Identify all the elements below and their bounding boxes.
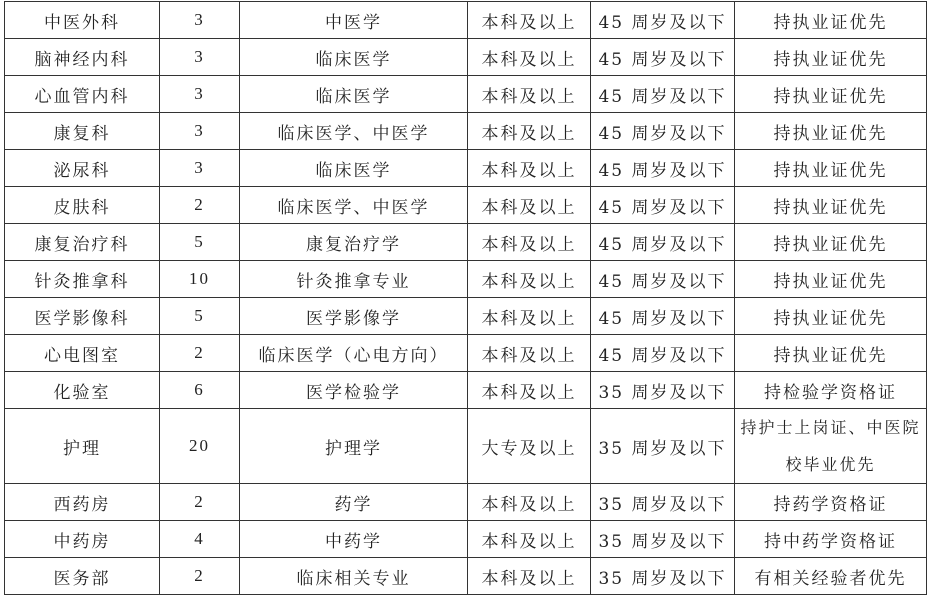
dept-cell: 中药房 [5, 521, 160, 558]
count-cell: 5 [160, 224, 240, 261]
requirement-cell: 持中药学资格证 [735, 521, 927, 558]
education-cell: 本科及以上 [468, 150, 591, 187]
dept-cell: 康复治疗科 [5, 224, 160, 261]
count-cell: 20 [160, 409, 240, 484]
count-cell: 2 [160, 558, 240, 595]
dept-cell: 医学影像科 [5, 298, 160, 335]
requirement-cell: 持执业证优先 [735, 335, 927, 372]
major-cell: 中医学 [240, 2, 468, 39]
dept-cell: 针灸推拿科 [5, 261, 160, 298]
age-cell: 35 周岁及以下 [591, 409, 735, 484]
requirement-cell: 持护士上岗证、中医院校毕业优先 [735, 409, 927, 484]
table-row [5, 484, 927, 521]
dept-cell: 心血管内科 [5, 76, 160, 113]
requirement-cell: 持执业证优先 [735, 224, 927, 261]
education-cell: 本科及以上 [468, 335, 591, 372]
table-row [5, 261, 927, 298]
age-cell: 45 周岁及以下 [591, 224, 735, 261]
major-cell: 临床医学 [240, 150, 468, 187]
dept-cell: 泌尿科 [5, 150, 160, 187]
count-cell: 2 [160, 484, 240, 521]
table-row [5, 224, 927, 261]
table-body [5, 2, 927, 595]
count-cell: 6 [160, 372, 240, 409]
age-cell: 45 周岁及以下 [591, 150, 735, 187]
age-cell: 45 周岁及以下 [591, 335, 735, 372]
requirement-cell: 持执业证优先 [735, 187, 927, 224]
count-cell: 3 [160, 76, 240, 113]
table-row [5, 372, 927, 409]
age-cell: 45 周岁及以下 [591, 2, 735, 39]
table-row [5, 335, 927, 372]
requirement-cell: 持执业证优先 [735, 113, 927, 150]
education-cell: 本科及以上 [468, 372, 591, 409]
major-cell: 中药学 [240, 521, 468, 558]
count-cell: 10 [160, 261, 240, 298]
education-cell: 大专及以上 [468, 409, 591, 484]
age-cell: 45 周岁及以下 [591, 187, 735, 224]
education-cell: 本科及以上 [468, 558, 591, 595]
table-row [5, 409, 927, 484]
age-cell: 45 周岁及以下 [591, 261, 735, 298]
major-cell: 康复治疗学 [240, 224, 468, 261]
age-cell: 35 周岁及以下 [591, 372, 735, 409]
dept-cell: 西药房 [5, 484, 160, 521]
age-cell: 35 周岁及以下 [591, 521, 735, 558]
table-row [5, 76, 927, 113]
requirement-cell: 持执业证优先 [735, 298, 927, 335]
table-row [5, 113, 927, 150]
count-cell: 3 [160, 2, 240, 39]
dept-cell: 护理 [5, 409, 160, 484]
count-cell: 4 [160, 521, 240, 558]
education-cell: 本科及以上 [468, 224, 591, 261]
requirement-cell: 持药学资格证 [735, 484, 927, 521]
education-cell: 本科及以上 [468, 187, 591, 224]
count-cell: 2 [160, 187, 240, 224]
count-cell: 2 [160, 335, 240, 372]
education-cell: 本科及以上 [468, 484, 591, 521]
count-cell: 3 [160, 39, 240, 76]
table-row [5, 39, 927, 76]
education-cell: 本科及以上 [468, 2, 591, 39]
major-cell: 临床医学 [240, 39, 468, 76]
count-cell: 3 [160, 113, 240, 150]
education-cell: 本科及以上 [468, 521, 591, 558]
dept-cell: 脑神经内科 [5, 39, 160, 76]
dept-cell: 心电图室 [5, 335, 160, 372]
education-cell: 本科及以上 [468, 39, 591, 76]
age-cell: 45 周岁及以下 [591, 76, 735, 113]
requirement-cell: 持执业证优先 [735, 39, 927, 76]
table-row [5, 558, 927, 595]
count-cell: 5 [160, 298, 240, 335]
major-cell: 针灸推拿专业 [240, 261, 468, 298]
major-cell: 临床相关专业 [240, 558, 468, 595]
requirement-cell: 持执业证优先 [735, 261, 927, 298]
major-cell: 药学 [240, 484, 468, 521]
requirement-cell: 持执业证优先 [735, 2, 927, 39]
education-cell: 本科及以上 [468, 76, 591, 113]
dept-cell: 医务部 [5, 558, 160, 595]
dept-cell: 中医外科 [5, 2, 160, 39]
requirement-cell: 持检验学资格证 [735, 372, 927, 409]
count-cell: 3 [160, 150, 240, 187]
major-cell: 临床医学、中医学 [240, 113, 468, 150]
education-cell: 本科及以上 [468, 113, 591, 150]
requirement-cell: 持执业证优先 [735, 150, 927, 187]
table-row [5, 187, 927, 224]
age-cell: 35 周岁及以下 [591, 484, 735, 521]
table-row [5, 2, 927, 39]
requirement-cell: 持执业证优先 [735, 76, 927, 113]
major-cell: 临床医学、中医学 [240, 187, 468, 224]
age-cell: 35 周岁及以下 [591, 558, 735, 595]
education-cell: 本科及以上 [468, 261, 591, 298]
age-cell: 45 周岁及以下 [591, 298, 735, 335]
major-cell: 医学影像学 [240, 298, 468, 335]
requirement-cell: 有相关经验者优先 [735, 558, 927, 595]
dept-cell: 皮肤科 [5, 187, 160, 224]
major-cell: 临床医学（心电方向） [240, 335, 468, 372]
major-cell: 临床医学 [240, 76, 468, 113]
major-cell: 护理学 [240, 409, 468, 484]
age-cell: 45 周岁及以下 [591, 39, 735, 76]
recruitment-table [4, 1, 927, 595]
table-row [5, 521, 927, 558]
table-row [5, 150, 927, 187]
education-cell: 本科及以上 [468, 298, 591, 335]
dept-cell: 康复科 [5, 113, 160, 150]
age-cell: 45 周岁及以下 [591, 113, 735, 150]
major-cell: 医学检验学 [240, 372, 468, 409]
dept-cell: 化验室 [5, 372, 160, 409]
table-row [5, 298, 927, 335]
